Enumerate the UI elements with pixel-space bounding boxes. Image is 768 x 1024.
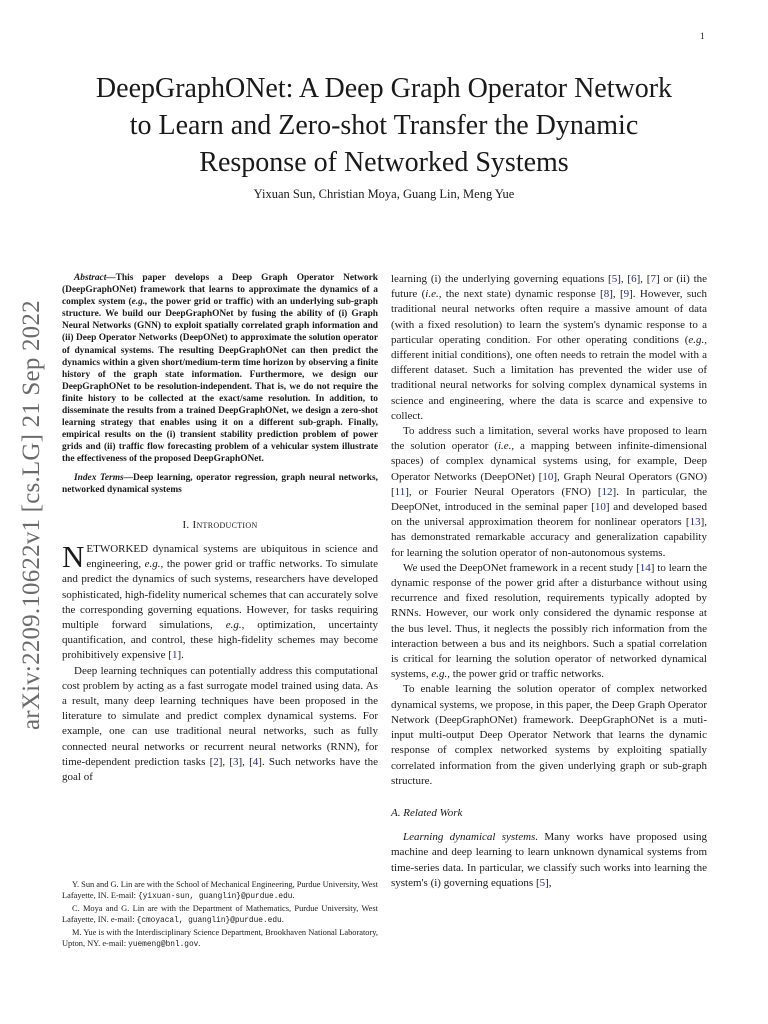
abstract-dash: —	[106, 273, 116, 283]
email-link[interactable]: yuemeng@bnl.gov	[128, 941, 199, 949]
citation-link[interactable]: 10	[542, 470, 554, 483]
text: ] and developed based on the universal approximation theorem for nonlinear operators [	[391, 501, 707, 529]
text: ]. However, such traditional neural networks often require a massive amount of data (with a fixed resolution) to learn the system's dynamic response to a particular operating condition. For other operating conditions (	[391, 288, 707, 346]
text: a mapping between infinite-dimensional spaces) of complex dynamical systems using, for example, Deep Operator Networks (DeepONet) [	[391, 440, 708, 483]
text: ], has demonstrated remarkable accuracy and generalization capability for learning the solution operator of non-autonomous systems.	[391, 516, 707, 559]
text: Deep learning techniques can potentially address this computational cost problem by acting as a fast surrogate model trained using data. As a result, many deep learning techniques have been proposed in the literature to simulate and predict complex dynamical systems. For example, one can use traditional neural networks, such as fully connected neural networks or recurrent neural networks (RNN), for time-dependent prediction tasks [	[62, 664, 378, 768]
text: ]. Such networks have the goal of	[62, 755, 378, 783]
citation-link[interactable]: 9	[623, 288, 630, 301]
body-paragraph	[391, 561, 707, 683]
footnote	[62, 927, 378, 951]
text: the power grid or traffic networks. To simulate and predict the dynamics of such systems, researchers have developed sophisticated, high-fidelity numerical schemes that can accurately solve the corresponding governing equations. However, for tasks requiring multiple forward simulations,	[62, 558, 378, 631]
index-terms	[62, 472, 378, 496]
author-list: Yixuan Sun, Christian Moya, Guang Lin, Meng Yue	[253, 187, 515, 201]
text: ], Graph Neural Operators (GNO) [	[391, 470, 708, 498]
text: the next state) dynamic response [	[441, 288, 604, 301]
body-paragraph: To enable learning the solution operator of complex networked dynamical systems, we propose, in this paper, the Deep Graph Operator Network (DeepGraphONet) framework. DeepGraphONet is a muti-input multi-output Deep Operator Network that learns the dynamic response of complex networked systems by exploiting spatially correlated information from the given underlying graph or sub-graph structure.	[391, 683, 707, 787]
text: M. Yue is with the Interdisciplinary Science Department, Brookhaven National Laboratory, Upton, NY. e-mail:	[62, 928, 378, 948]
text: Many works have proposed using machine and deep learning to learn unknown dynamical systems from time-series data. In particular, we classify such works into learning the system's (i) governing equations [	[391, 831, 708, 889]
citation-link[interactable]: 13	[689, 516, 701, 529]
text: ] to learn the dynamic response of the power grid after a disturbance without using recurrence and fixed resolution, requirements typically adopted by RNNs. However, our work only considered the dynamic response at the bus level. Thus, it neglects the possibly rich information from the interaction between a bus and its neighbors. Such a spatial correlation is critical for learning the solution operator of networked dynamical systems,	[391, 561, 707, 681]
text: different initial conditions), one often needs to retrain the model with a different dataset. Such a limitation has prevented the wider use of traditional neural networks for solving complex dynamical systems in science and engineering, where the data is scarce and expensive to collect.	[391, 349, 707, 422]
citation-link[interactable]: 10	[594, 501, 606, 514]
citation-link[interactable]: 1	[171, 649, 178, 662]
abstract-eg: e.g.,	[131, 297, 148, 308]
abstract-text: This paper develops a Deep Graph Operator Network (DeepGraphONet) framework that learns to approximate the dynamics of a complex system (	[62, 273, 378, 308]
arxiv-stamp[interactable]: arXiv:2209.10622v1 [cs.LG] 21 Sep 2022	[18, 300, 45, 730]
title-line: Response of Networked Systems	[199, 147, 569, 178]
intro-paragraph-2	[62, 664, 378, 786]
text: the power grid or traffic networks.	[449, 668, 605, 681]
intro-paragraph-1	[62, 538, 378, 664]
page-number: 1	[700, 31, 705, 41]
text: ], [	[218, 755, 234, 768]
abstract	[62, 272, 378, 466]
citation-link[interactable]: 4	[252, 755, 259, 768]
footnote	[62, 903, 378, 927]
text: C. Moya and G. Lin are with the Department of Mathematics, Purdue University, West Lafayette, IN. e-mail:	[62, 904, 378, 924]
body-paragraph	[391, 424, 707, 561]
citation-link[interactable]: 14	[639, 561, 651, 574]
text: i.e.,	[497, 440, 515, 453]
text: ], or Fourier Neural Operators (FNO) [	[405, 485, 602, 498]
citation-link[interactable]: 3	[233, 755, 239, 768]
footnotes	[62, 879, 378, 951]
text: optimization, uncertainty quantification, and control, these high-fidelity schemes may become prohibitively expensive [	[62, 618, 378, 662]
abstract-text: the power grid or traffic) with an underlying sub-graph structure. We build our DeepGraphONet by fusing the ability of (i) Graph Neural Networks (GNN) to exploit spatially correlated graph information and (ii) Deep Operator Networks (DeepONet) to approximate the solution operator of dynamical systems. The resulting DeepGraphONet can then predict the dynamics within a given short/medium-term time horizon by observing a finite history of the graph state information. Furthermore, we design our DeepGraphONet to be resolution-independent. That is, we do not require the finite history to be collected at the exact/same resolution. In addition, to disseminate the results from a trained DeepGraphONet, we design a zero-shot learning strategy that enables using it on a different sub-graph. Finally, empirical results on the (i) transient stability prediction problem of power grids and (ii) traffic flow forecasting problem of a vehicular system illustrate the effectiveness of the proposed DeepGraphONet.	[62, 297, 378, 465]
footnote	[62, 879, 378, 903]
email-link[interactable]: {yixuan-sun, guanglin}@purdue.edu	[138, 893, 293, 901]
drop-cap: N	[62, 538, 85, 574]
index-terms-text: —Deep learning, operator regression, graph neural networks, networked dynamical systems	[62, 472, 378, 495]
text: ] or (ii) the future (	[391, 273, 708, 301]
text: ETWORKED dynamical systems are ubiquitous in science and engineering,	[86, 542, 378, 571]
citation-link[interactable]: 11	[394, 485, 406, 498]
citation-link[interactable]: 12	[601, 485, 613, 498]
citation-link[interactable]: 2	[213, 755, 219, 768]
body-paragraph	[391, 830, 707, 891]
citation-link[interactable]: 6	[631, 273, 637, 285]
text: .	[292, 891, 295, 900]
text: .	[281, 915, 284, 924]
email-link[interactable]: {cmoyacal, guanglin}@purdue.edu	[136, 917, 282, 925]
left-column	[62, 272, 378, 785]
text: ], [	[609, 288, 624, 301]
right-column	[391, 272, 707, 891]
text: learning (i) the underlying governing equations [	[391, 273, 612, 285]
text: ]. In particular, the DeepONet, introduced in the seminal paper [	[391, 485, 707, 514]
citation-link[interactable]: 5	[539, 876, 546, 889]
text: ], [	[617, 273, 632, 285]
text: i.e.,	[425, 288, 442, 301]
text: ], [	[238, 755, 253, 768]
text: We used the DeepONet framework in a recent study [	[403, 561, 640, 574]
text: Y. Sun and G. Lin are with the School of Mechanical Engineering, Purdue University, West Lafayette, IN. E-mail:	[62, 880, 378, 900]
body-paragraph	[391, 272, 707, 424]
text: e.g.,	[225, 618, 245, 631]
subsection-heading: A. Related Work	[391, 806, 463, 819]
text: ].	[177, 649, 184, 662]
text: ], [	[636, 273, 651, 285]
section-heading: I. Introduction	[182, 518, 258, 531]
text: ],	[545, 876, 552, 889]
paper-title	[60, 70, 708, 181]
paragraph-lead: Learning dynamical systems.	[403, 831, 539, 844]
text: e.g.,	[144, 558, 164, 571]
title-line: to Learn and Zero-shot Transfer the Dynamic	[129, 110, 639, 141]
citation-link[interactable]: 5	[611, 273, 618, 285]
title-line: DeepGraphONet: A Deep Graph Operator Network	[95, 73, 673, 104]
text: e.g.,	[688, 333, 707, 346]
index-terms-label: Index Terms	[74, 472, 124, 483]
abstract-label: Abstract	[74, 273, 107, 283]
citation-link[interactable]: 8	[603, 288, 610, 301]
citation-link[interactable]: 7	[650, 273, 656, 285]
text: e.g.,	[431, 668, 450, 681]
text: .	[198, 939, 201, 948]
text: To address such a limitation, several works have proposed to learn the solution operator (	[391, 425, 707, 453]
